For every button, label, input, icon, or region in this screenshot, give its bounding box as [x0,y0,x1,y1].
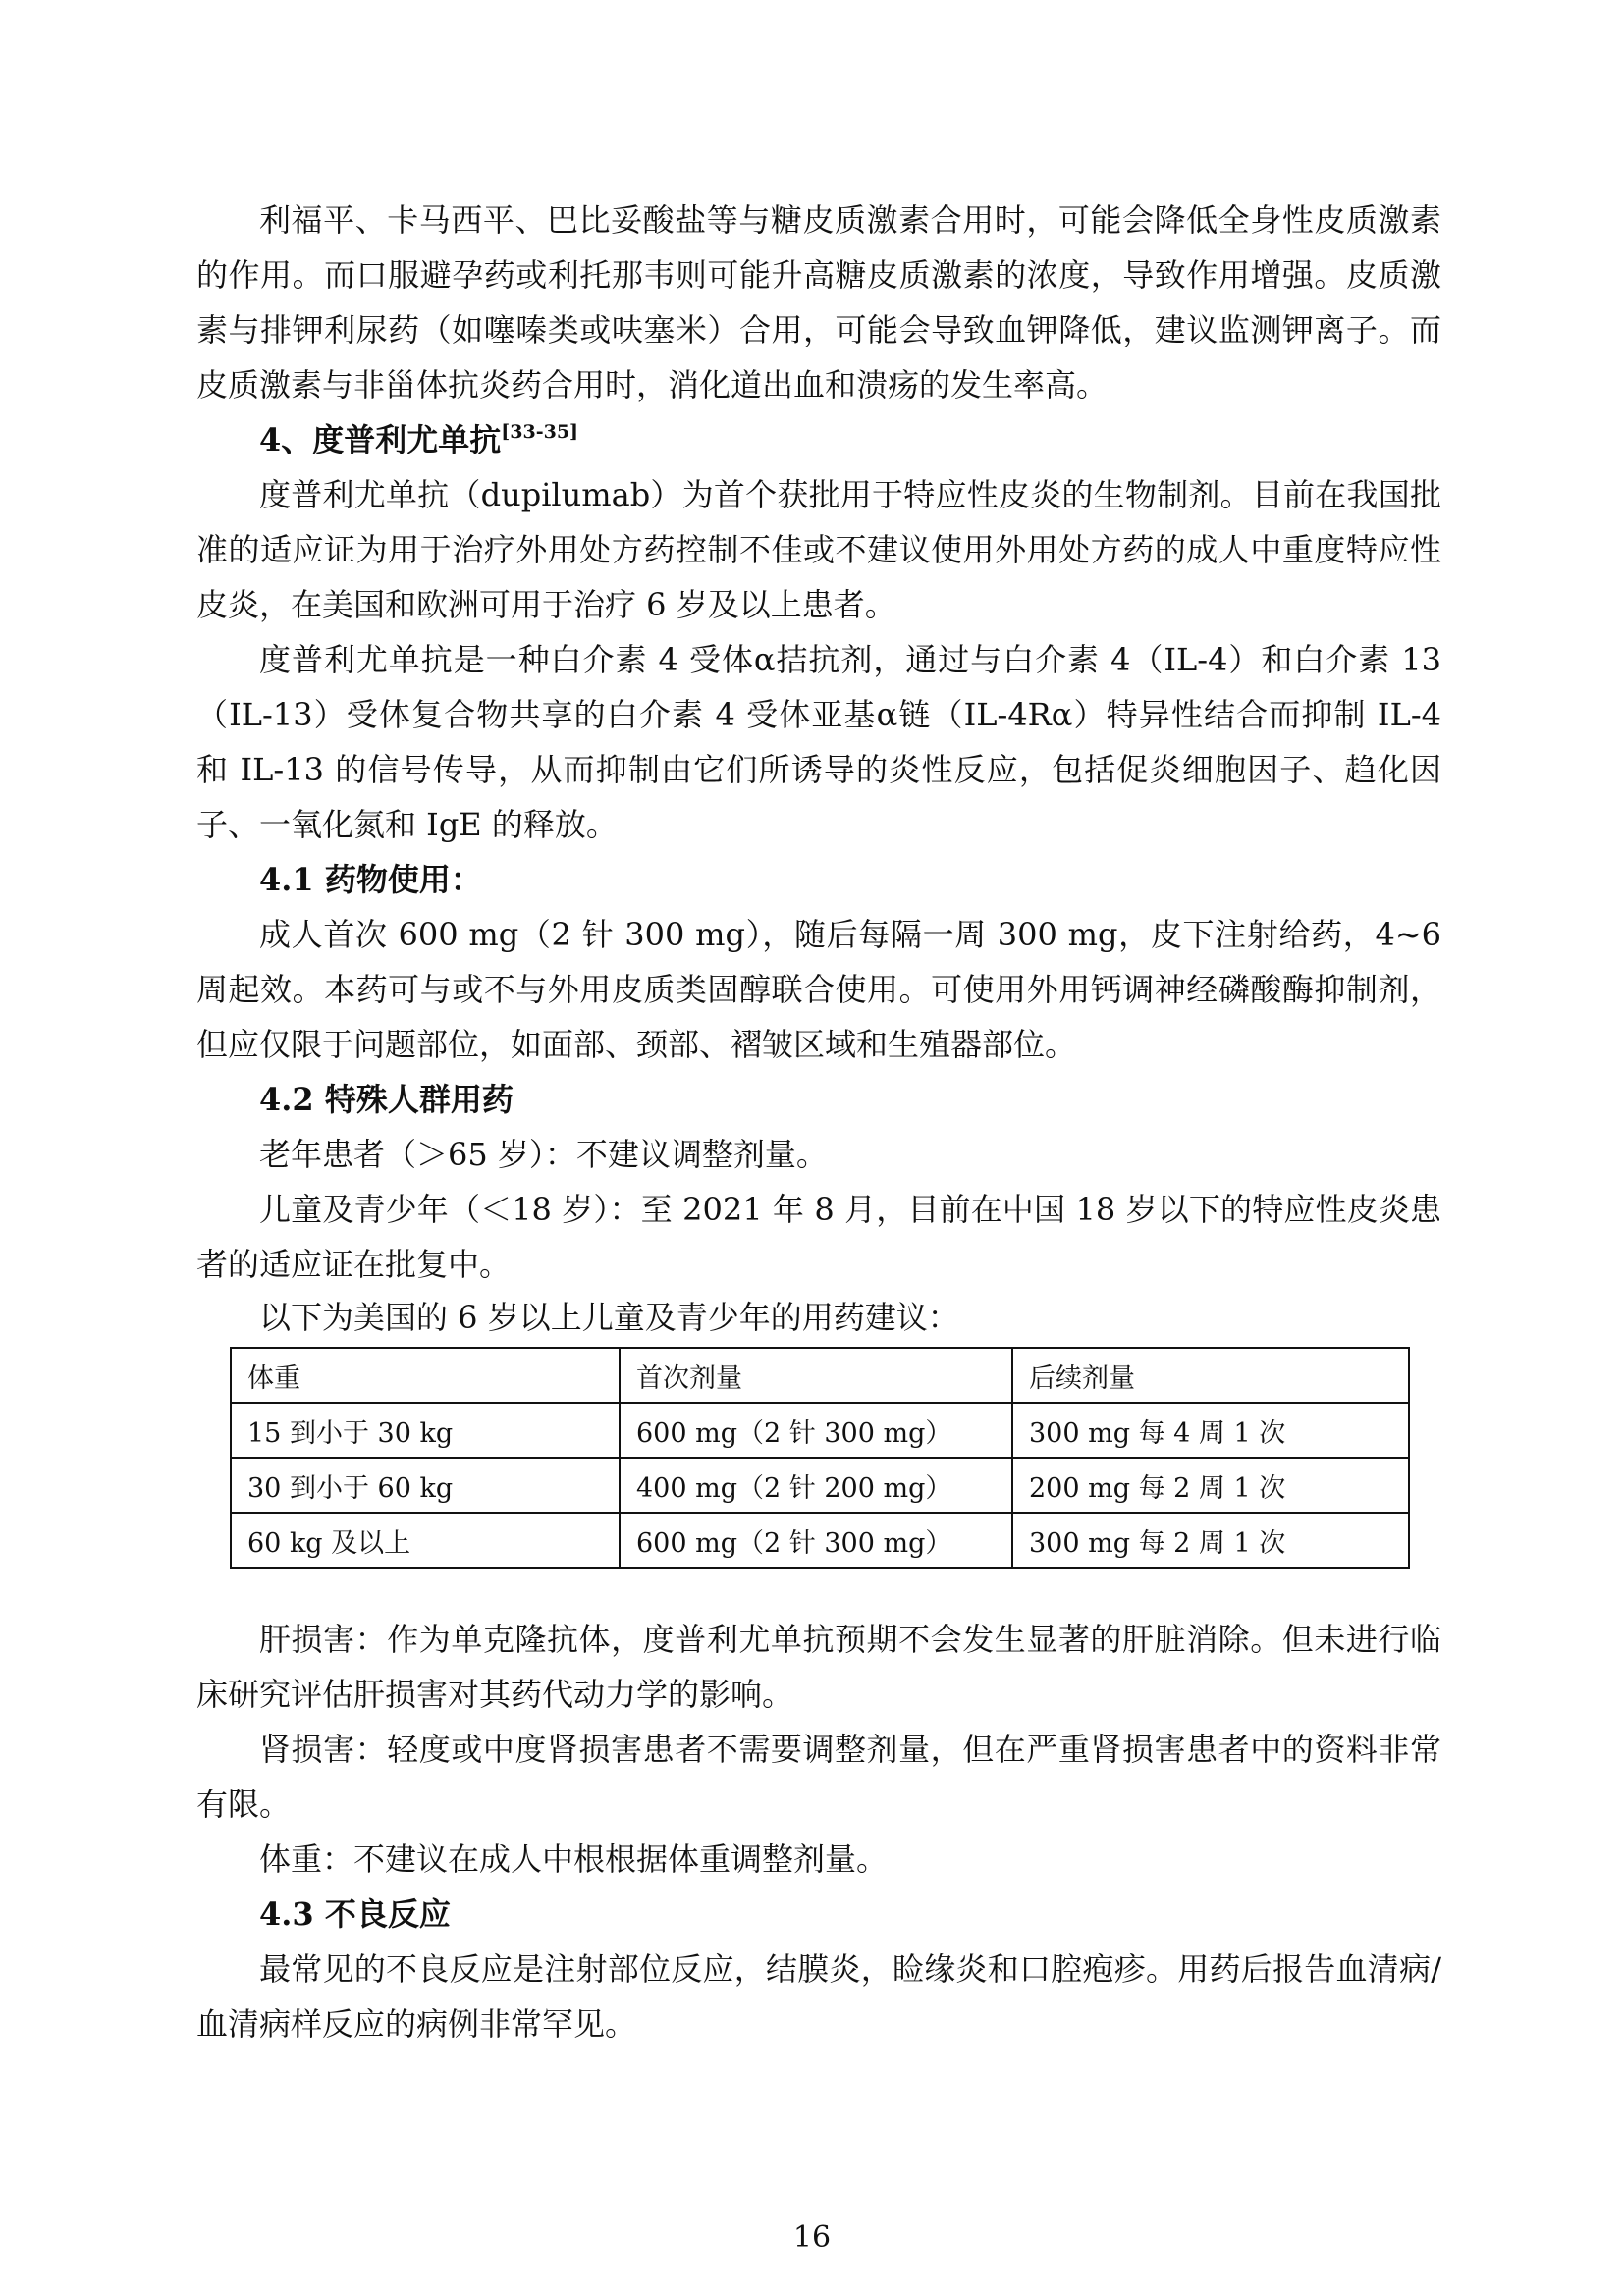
paragraph-dupilumab-intro: 度普利尤单抗（dupilumab）为首个获批用于特应性皮炎的生物制剂。目前在我国批准的适应证为用于治疗外用处方药控制不佳或不建议使用外用处方药的成人中重度特应性皮炎，在美国和欧洲可用于治疗 6 岁及以上患者。 [196,476,1441,623]
header-maintenance-dose: 后续剂量 [1012,1348,1409,1403]
table-cell: 60 kg 及以上 [231,1513,620,1568]
section-4-title: 4、度普利尤单抗 [259,421,502,458]
header-initial-dose: 首次剂量 [620,1348,1012,1403]
table-row [231,1403,1409,1458]
paragraph-table-intro: 以下为美国的 6 岁以上儿童及青少年的用药建议： [259,1299,959,1336]
paragraph-children: 儿童及青少年（＜18 岁）：至 2021 年 8 月，目前在中国 18 岁以下的特应性皮炎患者的适应证在批复中。 [196,1191,1441,1283]
paragraph-liver: 肝损害：作为单克隆抗体，度普利尤单抗预期不会发生显著的肝脏消除。但未进行临床研究评估肝损害对其药代动力学的影响。 [196,1621,1441,1713]
header-weight: 体重 [231,1348,620,1403]
page-number: 16 [792,2220,832,2255]
table-cell: 600 mg（2 针 300 mg） [620,1403,1012,1458]
paragraph-weight: 体重：不建议在成人中根根据体重调整剂量。 [259,1841,889,1878]
table-cell: 15 到小于 30 kg [231,1403,620,1458]
dosage-table-wrapper [230,1347,1408,1569]
table-cell: 400 mg（2 针 200 mg） [620,1458,1012,1513]
table-cell: 600 mg（2 针 300 mg） [620,1513,1012,1568]
paragraph-kidney: 肾损害：轻度或中度肾损害患者不需要调整剂量，但在严重肾损害患者中的资料非常有限。 [196,1731,1441,1823]
paragraph-drug-interactions: 利福平、卡马西平、巴比妥酸盐等与糖皮质激素合用时，可能会降低全身性皮质激素的作用。而口服避孕药或利托那韦则可能升高糖皮质激素的浓度，导致作用增强。皮质激素与排钾利尿药（如噻嗪类或呋塞米）合用，可能会导致血钾降低，建议监测钾离子。而皮质激素与非甾体抗炎药合用时，消化道出血和溃疡的发生率高。 [196,201,1441,403]
section-4-2-heading: 4.2 特殊人群用药 [259,1081,514,1118]
paragraph-adverse-reactions: 最常见的不良反应是注射部位反应，结膜炎，睑缘炎和口腔疱疹。用药后报告血清病/血清病样反应的病例非常罕见。 [196,1950,1441,2043]
paragraph-dupilumab-mechanism: 度普利尤单抗是一种白介素 4 受体α拮抗剂，通过与白介素 4（IL-4）和白介素 13（IL-13）受体复合物共享的白介素 4 受体亚基α链（IL-4Rα）特异性结合而抑制 IL-4 和 IL-13 的信号传导，从而抑制由它们所诱导的炎性反应，包括促炎细胞因子、趋化因子、一氧化氮和 IgE 的释放。 [196,641,1441,843]
table-cell: 300 mg 每 2 周 1 次 [1012,1513,1409,1568]
table-row [231,1513,1409,1568]
section-4-3-heading: 4.3 不良反应 [259,1896,451,1933]
section-4-1-heading: 4.1 药物使用： [259,861,482,898]
table-cell: 300 mg 每 4 周 1 次 [1012,1403,1409,1458]
table-header-row [231,1348,1409,1403]
table-cell: 30 到小于 60 kg [231,1458,620,1513]
reference-marker: [33-35] [501,421,579,443]
pediatric-dosage-table [230,1347,1410,1569]
table-row [231,1458,1409,1513]
paragraph-dosage: 成人首次 600 mg（2 针 300 mg），随后每隔一周 300 mg，皮下注射给药，4~6 周起效。本药可与或不与外用皮质类固醇联合使用。可使用外用钙调神经磷酸酶抑制剂，但应仅限于问题部位，如面部、颈部、褶皱区域和生殖器部位。 [196,916,1441,1063]
table-cell: 200 mg 每 2 周 1 次 [1012,1458,1409,1513]
section-4-heading [196,412,1441,467]
paragraph-elderly: 老年患者（＞65 岁）：不建议调整剂量。 [259,1136,828,1173]
document-body [196,192,1441,2052]
